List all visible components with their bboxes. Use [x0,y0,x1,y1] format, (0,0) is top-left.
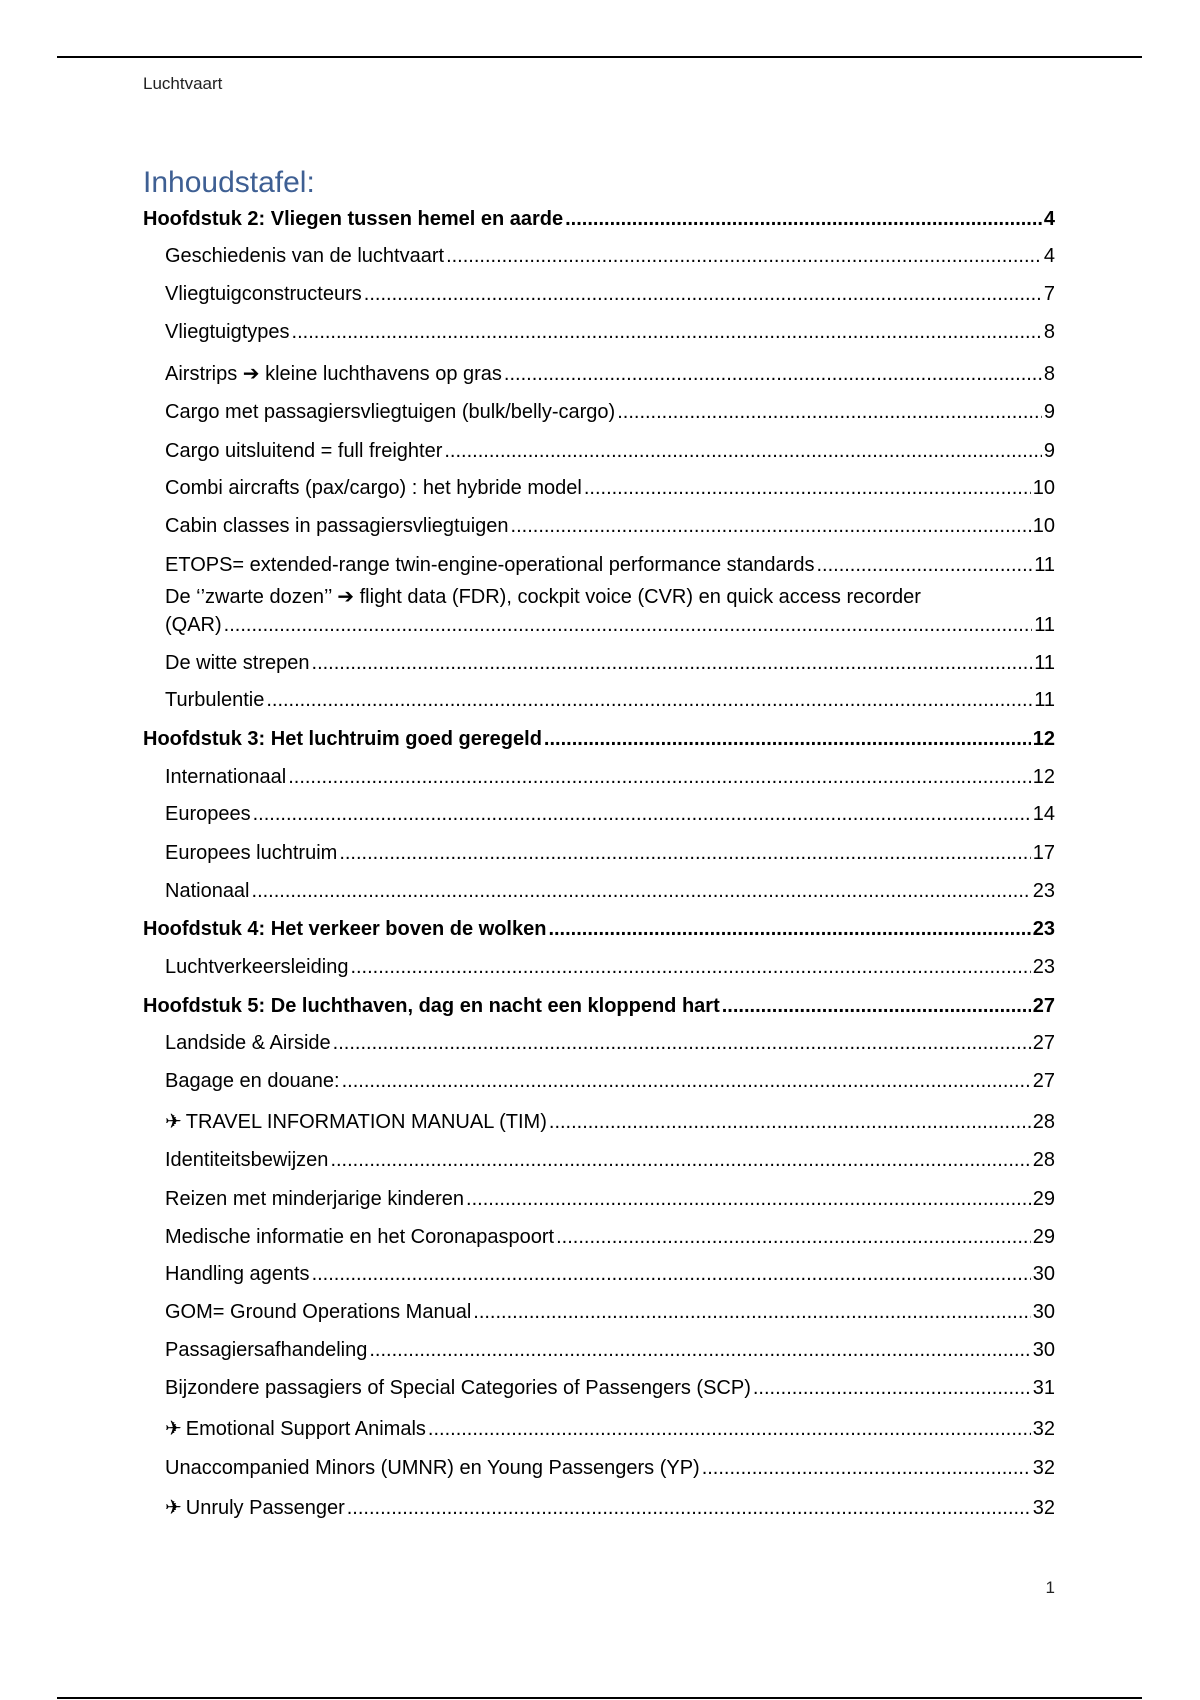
toc-entry-text [165,765,286,789]
dot-leader [548,917,1030,941]
toc-entry-label: Internationaal [165,766,287,788]
toc-page-number: 23 [1032,956,1055,978]
running-header: Luchtvaart [143,74,223,93]
dot-leader [544,727,1031,751]
dot-leader [816,553,1032,577]
airplane-icon: ✈ [165,1111,182,1133]
toc-entry-label: ETOPS= extended-range twin-engine-operational performance standards [165,554,815,576]
toc-entry-text [143,917,546,941]
toc-entry-label: Hoofdstuk 3: Het luchtruim goed geregeld [143,728,542,750]
toc-entry-label: Airstrips ➔ kleine luchthavens op gras [165,363,502,385]
toc-entry-text [165,1417,426,1441]
toc-entry-text [165,1031,331,1055]
toc-entry-text [143,207,563,231]
toc-entry-text [165,955,348,979]
toc-entry-label: Europees [165,803,251,825]
toc-entry-label: Hoofdstuk 4: Het verkeer boven de wolken [143,918,547,940]
toc-entry-label: GOM= Ground Operations Manual [165,1301,472,1323]
dot-leader [333,1031,1031,1055]
toc-entry-text [165,439,442,463]
toc-entry-label: (QAR) [165,614,222,636]
toc-entry-text [165,244,444,268]
toc-page-number: 32 [1032,1497,1055,1519]
toc-entry-text [165,553,814,577]
toc-page-number: 30 [1032,1301,1055,1323]
dot-leader [350,955,1030,979]
toc-entry-label: TRAVEL INFORMATION MANUAL (TIM) [185,1111,547,1133]
toc-entry-text [165,400,615,424]
toc-entry-label: Passagiersafhandeling [165,1339,368,1361]
toc-entry-text [165,1456,700,1480]
dot-leader [444,439,1042,463]
toc-entry-text [165,1187,464,1211]
toc-entry-text [165,1110,547,1134]
dot-leader [584,476,1031,500]
dot-leader [312,1262,1031,1286]
toc-entry-label: Emotional Support Animals [185,1418,426,1440]
toc-entry-label: Unruly Passenger [185,1497,345,1519]
toc-entry-text: De ‘’zwarte dozen’’ ➔ flight data (FDR), cockpit voice (CVR) en quick access recorder [165,586,921,608]
toc-entry-text [165,476,582,500]
toc-entry-label: Hoofdstuk 5: De luchthaven, dag en nacht een kloppend hart [143,995,720,1017]
dot-leader [253,802,1031,826]
dot-leader [369,1338,1030,1362]
toc-entry-text [143,994,720,1018]
dot-leader [347,1496,1031,1520]
airplane-icon: ✈ [165,1418,182,1440]
toc-entry-label: Europees luchtruim [165,842,338,864]
toc-entry-text [165,841,337,865]
toc-entry-text [165,1338,367,1362]
toc-entry-label: De witte strepen [165,652,310,674]
toc-entry-text [165,879,250,903]
dot-leader [342,1069,1031,1093]
toc-entry-label: Landside & Airside [165,1032,331,1054]
toc-entry-label: Vliegtuigtypes [165,321,290,343]
toc-page-number: 4 [1043,208,1055,230]
dot-leader [565,207,1042,231]
toc-entry-text [165,362,502,386]
toc-page-number: 12 [1032,728,1055,750]
toc-entry-label: Turbulentie [165,689,265,711]
toc-entry-text [165,514,509,538]
toc-page-number: 9 [1043,440,1055,462]
dot-leader [511,514,1031,538]
toc-entry-text [165,688,264,712]
toc-entry-text [165,1376,751,1400]
toc-page-number: 28 [1032,1149,1055,1171]
dot-leader [330,1148,1030,1172]
toc-title: Inhoudstafel: [143,166,315,199]
toc-entry-label: Vliegtuigconstructeurs [165,283,362,305]
toc-page-number: 11 [1034,689,1055,711]
toc-page-number: 11 [1034,554,1055,576]
dot-leader [339,841,1030,865]
dot-leader [504,362,1042,386]
toc-entry-label: Medische informatie en het Coronapaspoort [165,1226,555,1248]
toc-entry-label: Reizen met minderjarige kinderen [165,1188,465,1210]
airplane-icon: ✈ [165,1497,182,1519]
toc-page-number: 12 [1032,766,1055,788]
footer-rule [57,1697,1142,1699]
toc-page-number: 23 [1032,880,1055,902]
toc-page-number: 11 [1034,614,1055,636]
toc-entry-text [165,651,310,675]
toc-page-number: 7 [1043,283,1055,305]
dot-leader [549,1110,1031,1134]
toc-entry-text [165,1262,310,1286]
toc-page-number: 8 [1043,321,1055,343]
toc-entry-label: Cargo met passagiersvliegtuigen (bulk/belly-cargo) [165,401,616,423]
dot-leader [753,1376,1031,1400]
toc-page-number: 4 [1043,245,1055,267]
toc-entry-label: Unaccompanied Minors (UMNR) en Young Passengers (YP) [165,1457,700,1479]
toc-entry-label: Bagage en douane: [165,1070,340,1092]
dot-leader [428,1417,1031,1441]
toc-entry-label: Cabin classes in passagiersvliegtuigen [165,515,509,537]
toc-entry-label: Hoofdstuk 2: Vliegen tussen hemel en aarde [143,208,564,230]
dot-leader [446,244,1042,268]
toc-page-number: 30 [1032,1339,1055,1361]
toc-entry-text [165,1148,328,1172]
toc-page-number: 32 [1032,1418,1055,1440]
toc-entry-text [165,320,290,344]
dot-leader [722,994,1031,1018]
toc-entry-text [165,1300,471,1324]
dot-leader [224,613,1033,637]
toc-entry-label: Geschiedenis van de luchtvaart [165,245,445,267]
toc-page-number: 31 [1032,1377,1055,1399]
toc-entry-text [165,1496,345,1520]
dot-leader [466,1187,1031,1211]
dot-leader [702,1456,1031,1480]
toc-page-number: 27 [1032,1032,1055,1054]
toc-entry-label: Identiteitsbewijzen [165,1149,329,1171]
toc-entry-text [143,727,542,751]
dot-leader [617,400,1042,424]
page-number: 1 [1045,1578,1055,1597]
toc-entry-text [165,1225,554,1249]
toc-entry-text [165,613,222,637]
toc-page-number: 29 [1032,1226,1055,1248]
toc-entry-text [165,1069,340,1093]
toc-page-number: 11 [1034,652,1055,674]
toc-page-number: 23 [1032,918,1055,940]
toc-entry-label: Nationaal [165,880,250,902]
dot-leader [292,320,1042,344]
toc-entry-label: Combi aircrafts (pax/cargo) : het hybride model [165,477,582,499]
dot-leader [473,1300,1030,1324]
dot-leader [364,282,1042,306]
toc-page-number: 27 [1032,995,1055,1017]
toc-entry-label: Luchtverkeersleiding [165,956,349,978]
toc-page-number: 14 [1032,803,1055,825]
dot-leader [252,879,1031,903]
toc-page-number: 30 [1032,1263,1055,1285]
dot-leader [266,688,1032,712]
toc-page-number: 10 [1032,477,1055,499]
toc-page-number: 9 [1043,401,1055,423]
dot-leader [556,1225,1031,1249]
toc-entry-label: Cargo uitsluitend = full freighter [165,440,443,462]
dot-leader [288,765,1031,789]
toc-entry-text [165,802,251,826]
toc-page-number: 29 [1032,1188,1055,1210]
toc-page-number: 28 [1032,1111,1055,1133]
dot-leader [312,651,1033,675]
toc-entry-text [165,282,362,306]
toc-page-number: 32 [1032,1457,1055,1479]
toc-page-number: 8 [1043,363,1055,385]
toc-page-number: 17 [1032,842,1055,864]
toc-page-number: 10 [1032,515,1055,537]
toc-entry-label: Handling agents [165,1263,310,1285]
toc-page-number: 27 [1032,1070,1055,1092]
toc-entry-label: Bijzondere passagiers of Special Categories of Passengers (SCP) [165,1377,751,1399]
